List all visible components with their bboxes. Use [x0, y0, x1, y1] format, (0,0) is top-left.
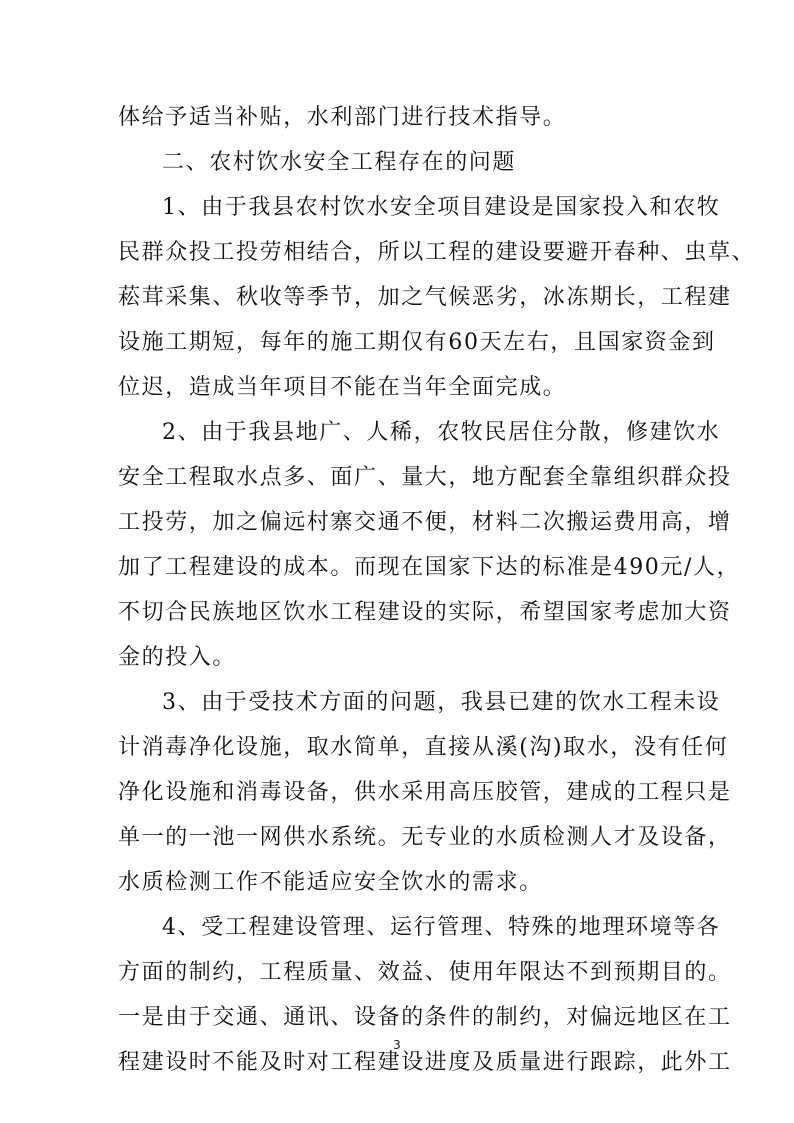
body-text-line: 体给予适当补贴，水利部门进行技术指导。: [118, 105, 567, 130]
body-text-line: 一是由于交通、通讯、设备的条件的制约，对偏远地区在工: [118, 1005, 732, 1030]
body-text-line: 净化设施和消毒设备，供水采用高压胶管，建成的工程只是: [118, 780, 732, 805]
body-text-line: 工投劳，加之偏远村寨交通不便，材料二次搬运费用高，增: [118, 510, 732, 535]
body-text-line: 计消毒净化设施，取水简单，直接从溪(沟)取水，没有任何: [118, 735, 729, 760]
section-heading: 二、农村饮水安全工程存在的问题: [162, 150, 517, 175]
page-number: 3: [393, 1038, 401, 1052]
body-text-line: 金的投入。: [118, 645, 237, 670]
body-text-line: 民群众投工投劳相结合，所以工程的建设要避开春种、虫草、: [118, 240, 756, 265]
body-text-line: 不切合民族地区饮水工程建设的实际，希望国家考虑加大资: [118, 600, 732, 625]
paragraph-2-first-line: 2、由于我县地广、人稀，农牧民居住分散，修建饮水: [162, 420, 721, 445]
body-text-line: 水质检测工作不能适应安全饮水的需求。: [118, 870, 543, 895]
body-text-line: 设施工期短，每年的施工期仅有60天左右，且国家资金到: [118, 330, 716, 355]
body-text-line: 程建设时不能及时对工程建设进度及质量进行跟踪，此外工: [118, 1050, 732, 1075]
body-text-line: 方面的制约，工程质量、效益、使用年限达不到预期目的。: [118, 960, 732, 985]
body-text-line: 加了工程建设的成本。而现在国家下达的标准是490元/人，: [118, 555, 741, 580]
body-text-line: 位迟，造成当年项目不能在当年全面完成。: [118, 375, 567, 400]
body-text-line: 单一的一池一网供水系统。无专业的水质检测人才及设备，: [118, 825, 732, 850]
paragraph-4-first-line: 4、受工程建设管理、运行管理、特殊的地理环境等各: [162, 915, 721, 940]
body-text-line: 安全工程取水点多、面广、量大，地方配套全靠组织群众投: [118, 465, 732, 490]
paragraph-3-first-line: 3、由于受技术方面的问题，我县已建的饮水工程未设: [162, 690, 721, 715]
paragraph-1-first-line: 1、由于我县农村饮水安全项目建设是国家投入和农牧: [162, 195, 721, 220]
body-text-line: 菘茸采集、秋收等季节，加之气候恶劣，冰冻期长，工程建: [118, 285, 732, 310]
